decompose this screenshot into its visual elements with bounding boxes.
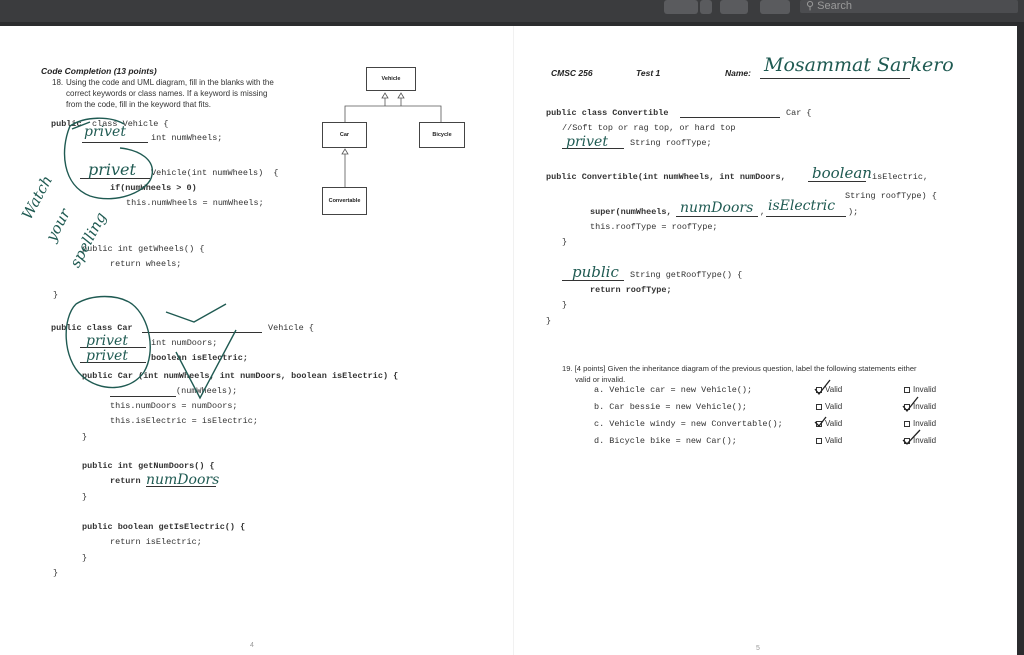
check-icon	[815, 417, 826, 426]
handwritten-privet: privet	[88, 160, 136, 179]
code-getrooftype: String getRoofType() {	[630, 270, 743, 280]
valid-label: Valid	[825, 402, 843, 411]
code-car-extends: Car {	[786, 108, 812, 118]
uml-bicycle-box: Bicycle	[419, 122, 465, 148]
valid-label: Valid	[825, 385, 843, 394]
code-close-brace: }	[82, 553, 88, 563]
code-convertible-class: public class Convertible	[546, 108, 669, 118]
valid-label: Valid	[825, 419, 843, 428]
page-number: 5	[756, 645, 760, 652]
search-icon: ⚲	[806, 0, 815, 12]
code-getnumdoors: public int getNumDoors() {	[82, 461, 215, 471]
handwritten-comment: Watch	[18, 172, 57, 223]
scroll-gutter	[1017, 26, 1024, 655]
check-icon	[903, 430, 920, 444]
code-close-brace: }	[546, 316, 552, 326]
invalid-label: Invalid	[913, 419, 937, 428]
handwritten-numdoors: numDoors	[680, 200, 754, 216]
code-getiselectric: public boolean getIsElectric() {	[82, 522, 246, 532]
uml-convertible-box: Convertable	[322, 187, 367, 215]
code-car-extends: Vehicle {	[268, 323, 314, 333]
handwritten-privet: privet	[86, 348, 128, 364]
code-close-brace: }	[53, 568, 59, 578]
code-if-statement: if(numWheels > 0)	[110, 183, 197, 193]
code-close-brace: }	[82, 432, 88, 442]
code-assign-electric: this.isElectric = isElectric;	[110, 416, 258, 426]
code-return-electric: return isElectric;	[110, 537, 202, 547]
code-iselectric-param: isElectric,	[872, 172, 929, 182]
question-number: 18.	[52, 78, 64, 87]
handwritten-comment: your	[42, 205, 75, 245]
q19-prompt-cont: valid or invalid.	[575, 375, 626, 384]
test-label: Test 1	[636, 68, 661, 78]
code-close-brace: }	[562, 237, 568, 247]
q19-item-d: d. Bicycle bike = new Car();	[594, 436, 737, 446]
q19-item-c: c. Vehicle windy = new Convertable();	[594, 419, 783, 429]
invalid-label: Invalid	[913, 436, 937, 445]
code-assign-wheels: this.numWheels = numWheels;	[126, 198, 264, 208]
handwritten-boolean: boolean	[812, 164, 872, 182]
uml-vehicle-box: Vehicle	[366, 67, 416, 91]
search-input[interactable]: ⚲ Search	[800, 0, 1018, 13]
check-icon	[815, 380, 830, 394]
code-super-call: super(numWheels,	[590, 207, 672, 217]
code-iselectric-field: boolean isElectric;	[151, 353, 248, 363]
code-car-class: public class Car	[51, 323, 133, 333]
invalid-label: Invalid	[913, 385, 937, 394]
invalid-label: Invalid	[913, 402, 937, 411]
question-line-1: Using the code and UML diagram, fill in the blanks with the	[66, 78, 274, 87]
code-public-kw: public	[51, 119, 87, 129]
code-car-constructor: public Car (int numWheels, int numDoors, boolean isElectric) {	[82, 371, 399, 381]
handwritten-privet: privet	[84, 124, 126, 140]
page-number: 4	[250, 642, 254, 649]
code-getwheels: public int getWheels() {	[82, 244, 205, 254]
student-name: Mosammat Sarkero	[764, 54, 954, 76]
section-title: Code Completion (13 points)	[41, 66, 157, 76]
handwritten-iselectric: isElectric	[768, 198, 836, 214]
question-line-3: from the code, fill in the keyword that fits.	[66, 100, 211, 109]
handwritten-privet: privet	[86, 333, 128, 349]
code-numwheels-field: int numWheels;	[151, 133, 223, 143]
code-super-call: (numWheels);	[176, 386, 238, 396]
uml-car-box: Car	[322, 122, 367, 148]
handwritten-numdoors: numDoors	[146, 472, 220, 488]
code-rooftype-field: String roofType;	[630, 138, 712, 148]
q19-item-a: a. Vehicle car = new Vehicle();	[594, 385, 753, 395]
code-close-brace: }	[562, 300, 568, 310]
handwritten-public: public	[572, 263, 619, 281]
code-close-brace: }	[82, 492, 88, 502]
question-line-2: correct keywords or class names. If a keyword is missing	[66, 89, 268, 98]
handwritten-privet: privet	[566, 134, 608, 150]
check-icon	[903, 397, 918, 411]
q19-item-b: b. Car bessie = new Vehicle();	[594, 402, 748, 412]
code-rooftype-param: String roofType) {	[845, 191, 937, 201]
code-close-paren: );	[848, 207, 859, 217]
code-return-wheels: return wheels;	[110, 259, 182, 269]
code-vehicle-class: class Vehicle {	[92, 119, 169, 129]
handwritten-comment: spelling	[66, 209, 110, 271]
code-convertible-constructor: public Convertible(int numWheels, int numDoors,	[546, 172, 786, 182]
course-label: CMSC 256	[551, 68, 593, 78]
code-assign-rooftype: this.roofType = roofType;	[590, 222, 718, 232]
code-return-rooftype: return roofType;	[590, 285, 672, 295]
code-comment: //Soft top or rag top, or hard top	[562, 123, 736, 133]
code-close-brace: }	[53, 290, 59, 300]
name-label: Name:	[725, 68, 751, 78]
q19-prompt: 19. [4 points] Given the inheritance diagram of the previous question, label the following statements either	[562, 364, 917, 373]
code-vehicle-constructor: Vehicle(int numWheels) {	[151, 168, 279, 178]
code-comma: ,	[760, 207, 766, 217]
code-assign-doors: this.numDoors = numDoors;	[110, 401, 238, 411]
code-numdoors-field: int numDoors;	[151, 338, 218, 348]
valid-label: Valid	[825, 436, 843, 445]
code-return-kw: return	[110, 476, 141, 486]
